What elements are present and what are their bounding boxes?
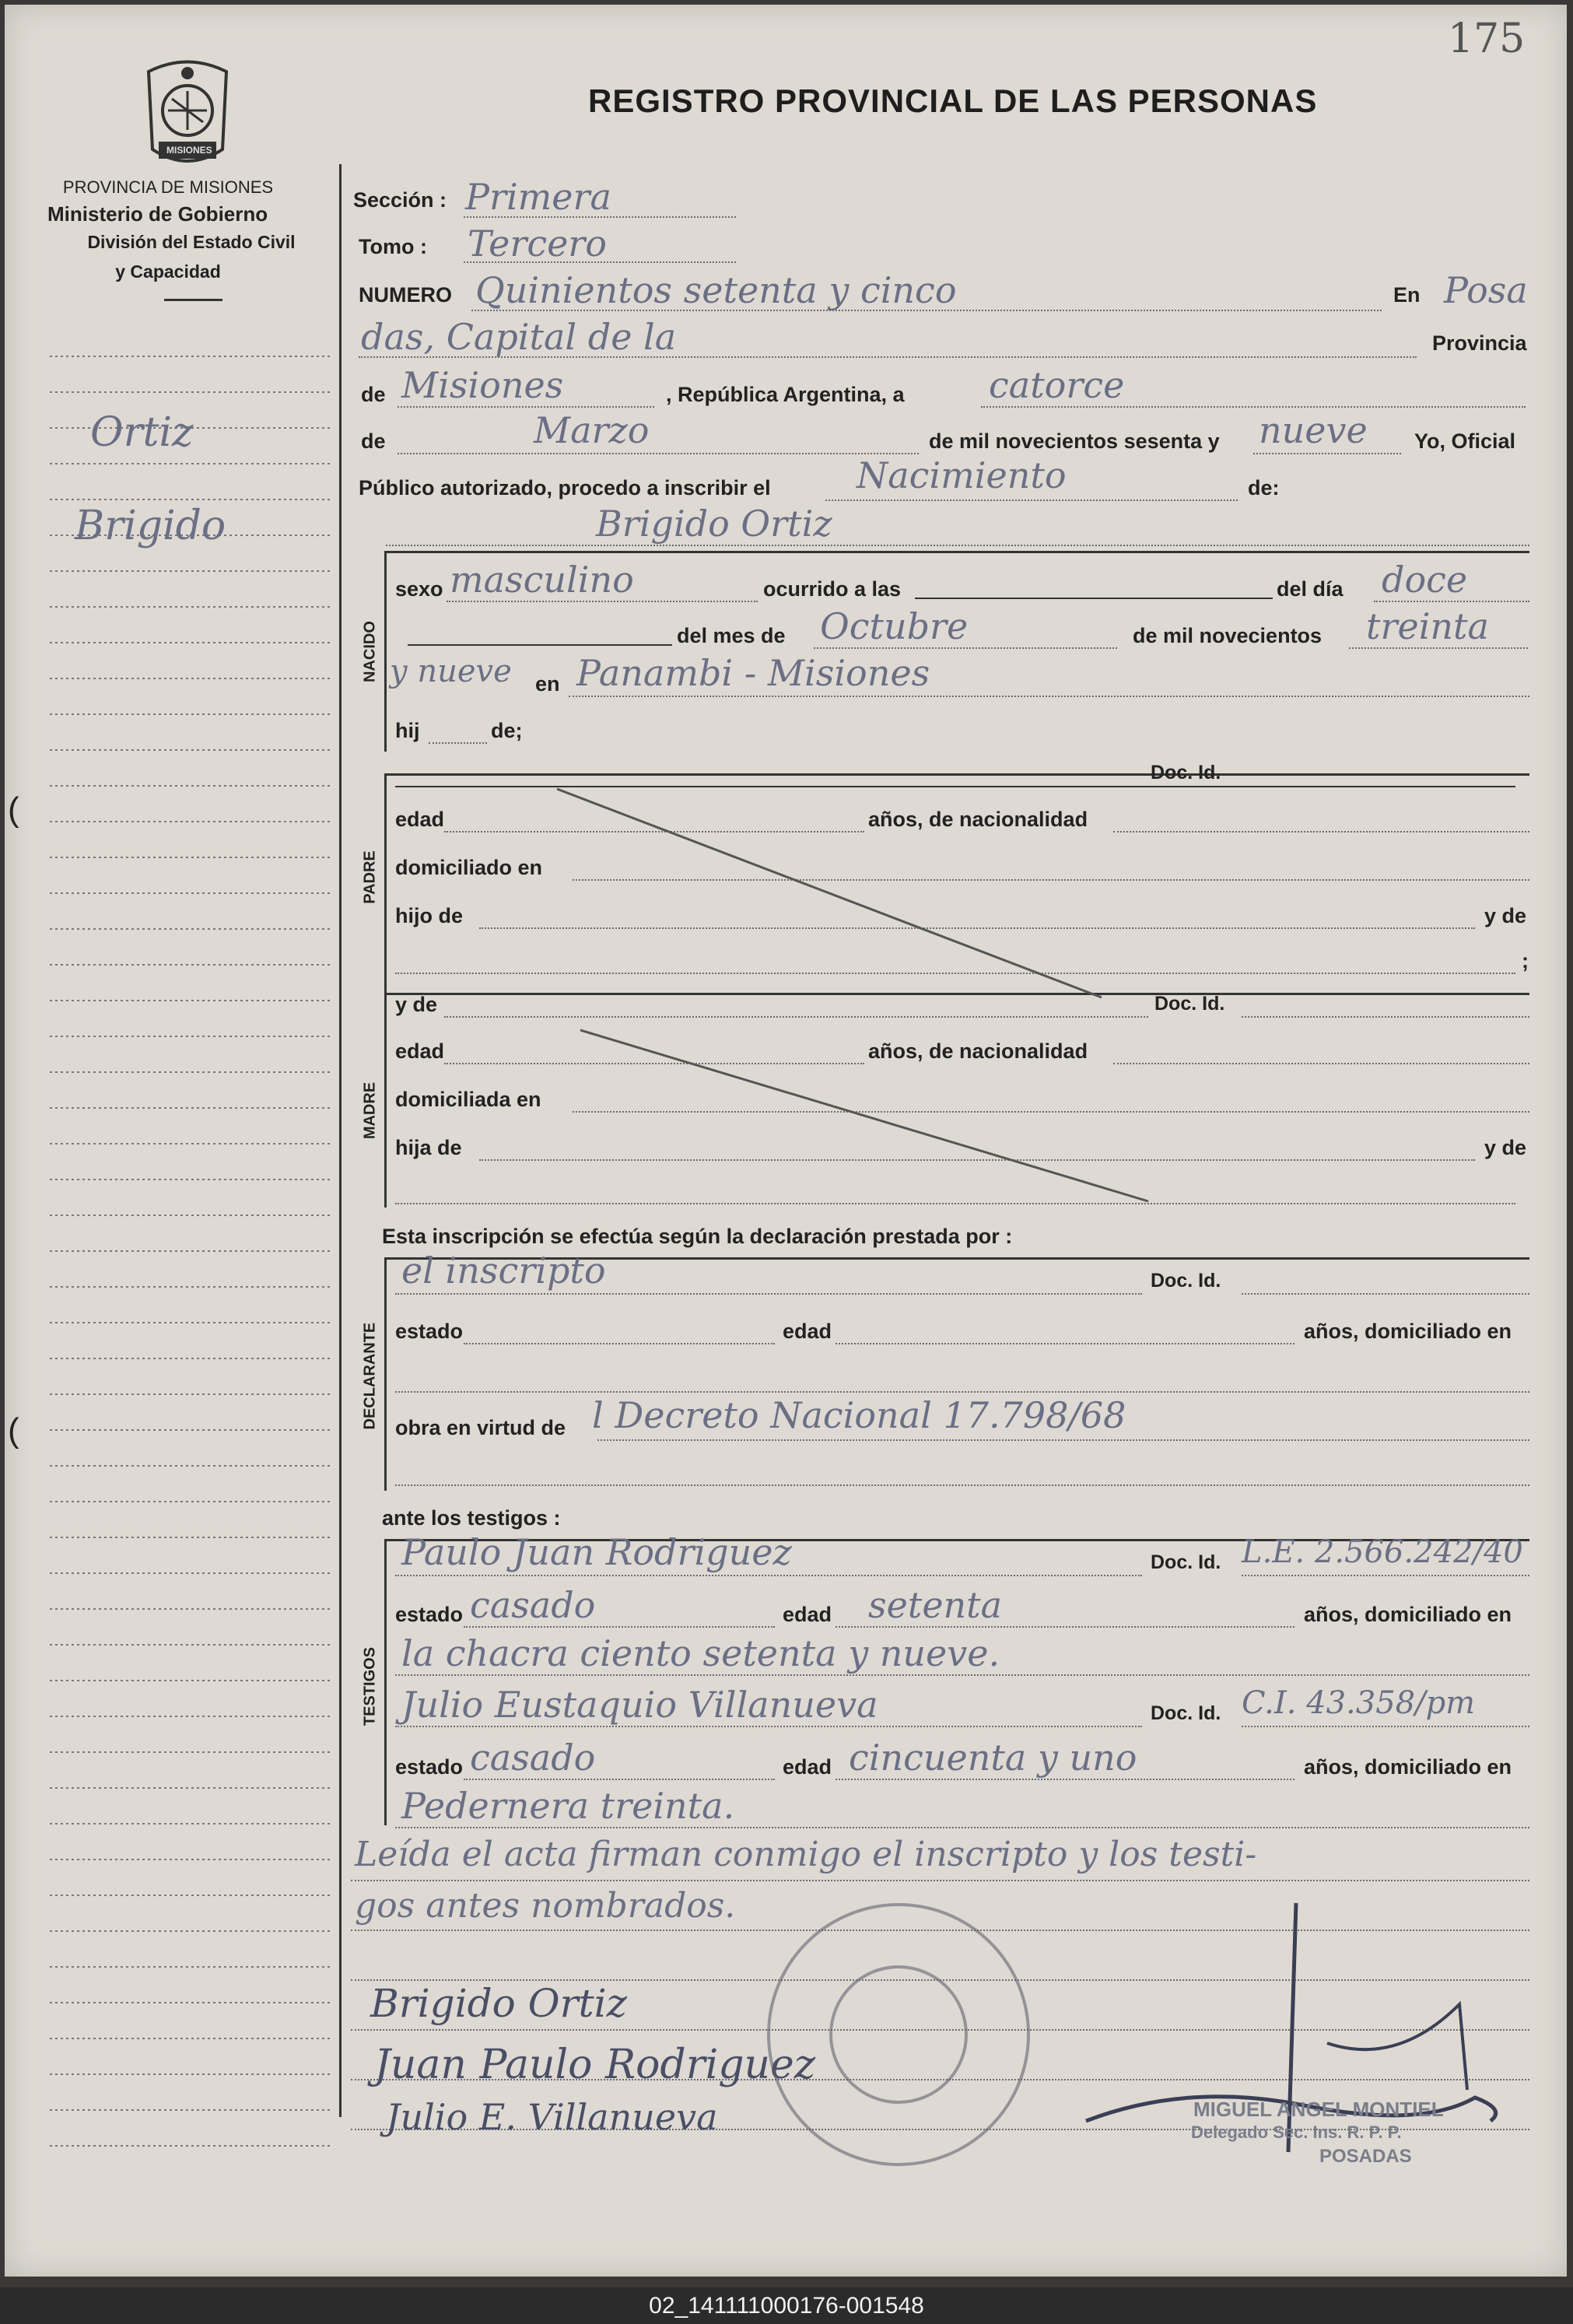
de2-label: de (361, 429, 386, 453)
provincia-value: Misiones (401, 364, 564, 406)
dia-nac-value: doce (1382, 559, 1468, 601)
testigo1-estado-value: casado (470, 1584, 596, 1626)
signature-testigo-2: Julio E. Villanueva (386, 2096, 718, 2138)
testigo2-dom-line (395, 1827, 1529, 1828)
madre-anos-label: años, de nacionalidad (868, 1039, 1088, 1063)
testigo2-dom-value: Pedernera treinta. (401, 1785, 735, 1827)
signature-testigo-1: Juan Paulo Rodriguez (374, 2042, 816, 2088)
declarante-dom-line (395, 1391, 1529, 1393)
declarante-doc-line (1242, 1293, 1529, 1295)
provincia-label: Provincia (1432, 331, 1527, 355)
province-label: PROVINCIA DE MISIONES (62, 177, 274, 197)
del-mes-label: del mes de (677, 624, 786, 647)
dia-value: catorce (989, 364, 1125, 406)
official-name: MIGUEL ANGEL MONTIEL (1193, 2098, 1444, 2121)
testigo1-dom-value: la chacra ciento setenta y nueve. (401, 1632, 1000, 1674)
mes-value: Marzo (534, 409, 650, 451)
declarante-label: DECLARANTE (361, 1322, 379, 1430)
padre-y-de-label: y de (1484, 904, 1527, 927)
testigo1-edad-line (836, 1626, 1294, 1628)
en-label: En (1393, 283, 1421, 307)
official-city: POSADAS (1319, 2146, 1412, 2167)
document-page (5, 5, 1567, 2277)
mil-nov-sesenta-label: de mil novecientos sesenta y (929, 429, 1220, 453)
testigo1-edad-label: edad (783, 1603, 832, 1626)
hij-label: hij (395, 719, 420, 742)
testigo2-value: Julio Eustaquio Villanueva (401, 1684, 878, 1726)
inscripcion-label: Esta inscripción se efectúa según la declaración prestada por : (382, 1225, 1013, 1248)
margin-surname: Ortiz (90, 409, 194, 456)
closing-line-1 (351, 1880, 1529, 1881)
testigo1-doc-value: L.E. 2.566.242/40 (1242, 1534, 1523, 1570)
obra-line (597, 1439, 1529, 1441)
sexo-value: masculino (450, 559, 634, 601)
ante-label: ante los testigos : (382, 1506, 561, 1530)
testigo2-name-line (395, 1726, 1142, 1727)
signature-inscripto: Brigido Ortiz (370, 1981, 627, 2026)
madre-edad-label: edad (395, 1039, 445, 1063)
declarante-edad-line (836, 1343, 1294, 1344)
tomo-label: Tomo : (359, 235, 427, 258)
margin-given-name: Brigido (75, 503, 226, 549)
padre-doc-label: Doc. Id. (1151, 762, 1221, 783)
testigo1-value: Paulo Juan Rodriguez (401, 1531, 792, 1573)
obra-label: obra en virtud de (395, 1416, 566, 1439)
binding-mark: ( (8, 790, 19, 829)
official-title: Delegado Sec. Ins. R. P. P. (1191, 2122, 1402, 2142)
page-number: 175 (1448, 16, 1526, 62)
madre-hija-label: hija de (395, 1136, 462, 1159)
official-round-stamp-inner (829, 1965, 968, 2104)
anio-value: nueve (1259, 409, 1368, 451)
testigo1-doc-label: Doc. Id. (1151, 1551, 1221, 1573)
testigo2-edad-line (836, 1779, 1294, 1780)
sexo-label: sexo (395, 577, 443, 601)
declarante-value: el inscripto (401, 1250, 606, 1292)
padre-semi: ; (1522, 949, 1529, 973)
testigo1-name-line (395, 1575, 1142, 1576)
republica-label: , República Argentina, a (666, 383, 905, 406)
testigo2-estado-label: estado (395, 1755, 464, 1779)
en-city-value: Posa (1444, 269, 1528, 311)
page-title: REGISTRO PROVINCIAL DE LAS PERSONAS (588, 82, 1318, 119)
testigo2-doc-value: C.I. 43.358/pm (1242, 1685, 1476, 1721)
testigos-side-rule (384, 1539, 387, 1825)
madre-doc-label: Doc. Id. (1154, 993, 1225, 1015)
obra-value: l Decreto Nacional 17.798/68 (592, 1394, 1126, 1436)
yo-oficial-label: Yo, Oficial (1414, 429, 1516, 453)
seccion-label: Sección : (353, 188, 447, 212)
testigo2-estado-line (464, 1779, 775, 1780)
mes-nac-value: Octubre (820, 605, 969, 647)
testigo1-estado-line (464, 1626, 775, 1628)
ministry-label: Ministerio de Gobierno (47, 202, 268, 226)
testigos-label: TESTIGOS (361, 1646, 379, 1726)
padre-edad-label: edad (395, 808, 445, 831)
testigo2-doc-label: Doc. Id. (1151, 1702, 1221, 1724)
lugar-nac-value: Panambi - Misiones (576, 652, 930, 694)
anio-nac-continued: y nueve (390, 654, 512, 689)
acto-value: Nacimiento (857, 454, 1067, 496)
seal-label: MISIONES (166, 145, 212, 156)
capacity-label: y Capacidad (115, 261, 221, 282)
testigo1-anos-label: años, domiciliado en (1304, 1603, 1512, 1626)
padre-hijo-label: hijo de (395, 904, 463, 927)
en-nac-label: en (535, 672, 560, 696)
ocurrido-label: ocurrido a las (763, 577, 902, 601)
declarante-last-line (395, 1484, 1529, 1486)
de-semi-label: de; (491, 719, 523, 742)
madre-y-de-label: y de (395, 993, 438, 1016)
testigo1-estado-label: estado (395, 1603, 464, 1626)
division-label: División del Estado Civil (87, 232, 296, 252)
numero-label: NUMERO (359, 283, 452, 307)
de-label: de (361, 383, 386, 406)
testigo2-anos-label: años, domiciliado en (1304, 1755, 1512, 1779)
padre-label: PADRE (361, 850, 379, 904)
madre-dom-label: domiciliada en (395, 1088, 541, 1111)
testigo1-edad-value: setenta (868, 1584, 1003, 1626)
declarante-doc-label: Doc. Id. (1151, 1270, 1221, 1292)
closing-text-1: Leída el acta firman conmigo el inscripto y los testi- (355, 1835, 1257, 1874)
declarante-name-line (395, 1293, 1142, 1295)
footer-file-id: 02_141111000176-001548 (0, 2287, 1573, 2324)
seccion-value: Primera (465, 176, 611, 218)
declarante-anos-label: años, domiciliado en (1304, 1320, 1512, 1343)
testigo1-dom-line (395, 1674, 1529, 1676)
en-city-continued: das, Capital de la (361, 316, 677, 358)
declarante-estado-line (464, 1343, 775, 1344)
binding-mark: ( (8, 1411, 19, 1449)
closing-text-2: gos antes nombrados. (355, 1886, 736, 1926)
numero-value: Quinientos setenta y cinco (475, 269, 957, 311)
nombre-value: Brigido Ortiz (596, 503, 832, 545)
madre-y-de2-label: y de (1484, 1136, 1527, 1159)
tomo-value: Tercero (468, 223, 607, 265)
anio-nac-value: treinta (1366, 605, 1489, 647)
testigo2-edad-label: edad (783, 1755, 832, 1779)
declarante-edad-label: edad (783, 1320, 832, 1343)
nacido-label: NACIDO (361, 621, 379, 682)
testigo1-doc-line (1242, 1575, 1529, 1576)
padre-dom-label: domiciliado en (395, 856, 543, 879)
testigo2-edad-value: cincuenta y uno (849, 1737, 1137, 1779)
testigo2-doc-line (1242, 1726, 1529, 1727)
del-dia-label: del día (1277, 577, 1344, 601)
declarante-side-rule (384, 1257, 387, 1491)
de-colon-label: de: (1248, 476, 1280, 500)
padre-anos-label: años, de nacionalidad (868, 808, 1088, 831)
declarante-estado-label: estado (395, 1320, 464, 1343)
testigo2-estado-value: casado (470, 1737, 596, 1779)
mil-nov-label: de mil novecientos (1133, 624, 1323, 647)
publico-label: Público autorizado, procedo a inscribir el (359, 476, 771, 500)
madre-label: MADRE (361, 1081, 379, 1140)
